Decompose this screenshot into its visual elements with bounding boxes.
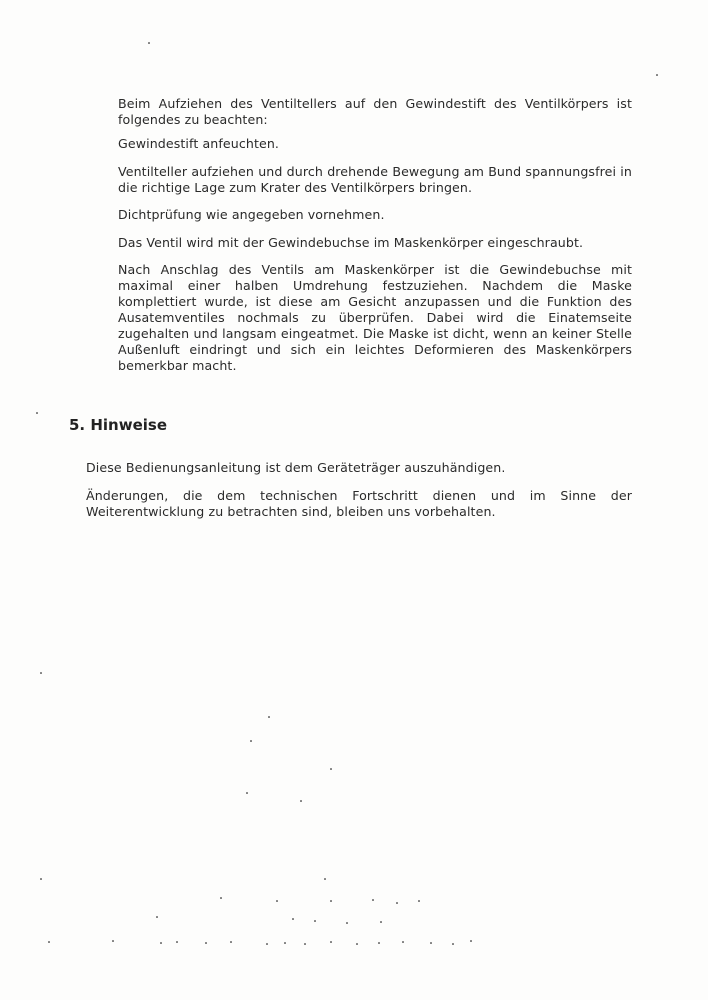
paragraph-moisten-stud: Gewindestift anfeuchten. bbox=[118, 136, 280, 151]
section-heading-hinweise: 5. Hinweise bbox=[69, 416, 168, 434]
paragraph-changes-reserved: Änderungen, die dem technischen Fortschritt dienen und im Sinne der Weiterentwicklung zu betrachten sind, bleiben uns vorbehalten. bbox=[86, 488, 632, 519]
paragraph-mount-valve-plate: Ventilteller aufziehen und durch drehende Bewegung am Bund spannungsfrei in die richtige Lage zum Krater des Ventilkörpers bringen. bbox=[118, 164, 632, 195]
paragraph-tighten-and-check: Nach Anschlag des Ventils am Maskenkörper ist die Gewindebuchse mit maximal einer halben Umdrehung festzuziehen. Nachdem die Maske komplettiert wurde, ist diese am Gesicht anzupassen und die Funktion des Ausatemventiles nochmals zu überprüfen. Dabei wird die Einatemseite zugehalten und langsam eingeatmet. Die Maske ist dicht, wenn an keiner Stelle Außenluft eindringt und sich ein leichtes Deformieren des Maskenkörpers bemerkbar macht. bbox=[118, 262, 632, 373]
paragraph-leak-test: Dichtprüfung wie angegeben vornehmen. bbox=[118, 207, 385, 222]
paragraph-hand-over-manual: Diese Bedienungsanleitung ist dem Geräteträger auszuhändigen. bbox=[86, 460, 506, 475]
paragraph-valve-plate-intro: Beim Aufziehen des Ventiltellers auf den Gewindestift des Ventilkörpers ist folgendes zu beachten: bbox=[118, 96, 632, 127]
paragraph-screw-in-valve: Das Ventil wird mit der Gewindebuchse im Maskenkörper eingeschraubt. bbox=[118, 235, 584, 250]
